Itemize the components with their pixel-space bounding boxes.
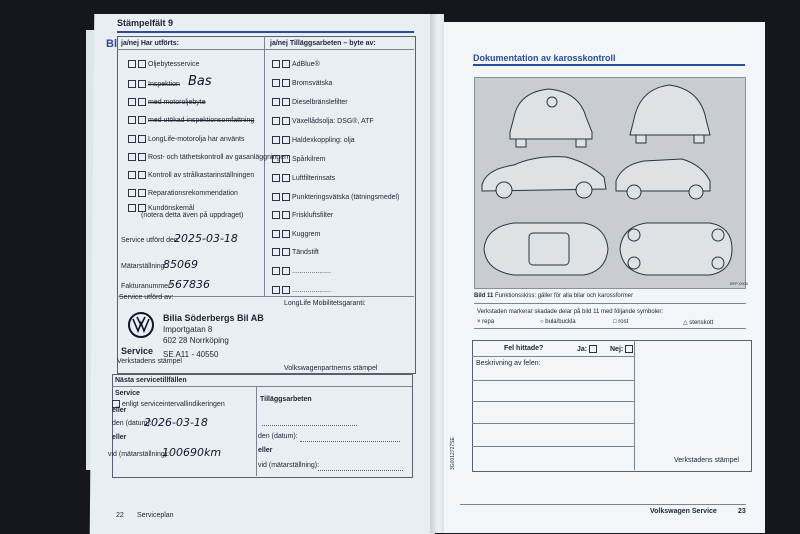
item-rust-check: Rost- och täthetskontroll av gasanläggningen [128, 153, 288, 161]
right-stamp-label: Verkstadens stämpel [674, 457, 739, 464]
left-page-number: 22 [116, 512, 124, 519]
symbol-scratch: × repa [477, 319, 495, 325]
next-service-header-rule [112, 386, 412, 387]
fault-row-3 [472, 401, 635, 402]
figure-code: BFP-0000 [730, 281, 749, 286]
fault-found-label: Fel hittade? [504, 345, 544, 352]
col-header-done: ja/nej Har utförts: [121, 40, 179, 47]
longlife-label: LongLife Mobilitetsgaranti: [284, 300, 366, 307]
item-belt: Spårkilrem [272, 155, 325, 163]
book-gutter [430, 14, 444, 533]
item-haldex: Haldexkoppling: olja [272, 136, 355, 144]
ns-extra-label: Tilläggsarbeten [260, 396, 312, 403]
symbols-rule [474, 328, 746, 329]
odometer-value: 85069 [163, 258, 198, 271]
page-title: Stämpelfält 9 [117, 18, 174, 28]
item-customer-request: Kundönskemål [128, 204, 194, 212]
item-oil-service: Oljebytesservice [128, 60, 199, 68]
dealer-street: Importgatan 8 [163, 325, 213, 334]
ns-extra-date-line [300, 441, 400, 442]
vw-logo-icon [128, 312, 154, 338]
item-longlife: LongLife-motorolja har använts [128, 135, 245, 143]
fault-row-1 [472, 356, 635, 357]
ns-date-value: 2026-03-18 [144, 416, 208, 429]
dealer-city: 602 28 Norrköping [163, 336, 229, 345]
ns-date-label: den (datum): [112, 420, 152, 427]
ns-service-label: Service [115, 390, 140, 397]
stamp-service-text: Service [121, 346, 154, 356]
underlying-page-fragment: Bl [106, 38, 117, 50]
right-page-number: 23 [738, 508, 746, 515]
mark-instruction: Verkstaden markerar skadade delar på bild 11 med följande symboler: [477, 309, 663, 315]
service-by-label: Service utförd av: [119, 294, 174, 301]
dealer-org: SE A11 - 40550 [163, 350, 219, 359]
item-extended-inspection: med utökad inspektionsomfattning [128, 116, 254, 124]
item-brake-fluid: Bromsvätska [272, 79, 332, 87]
next-service-divider [256, 387, 257, 476]
workshop-stamp-label: Verkstadens stämpel [117, 358, 182, 365]
item-repair-recommendation: Reparationsrekommendation [128, 189, 238, 197]
service-date-value: 2025-03-18 [174, 232, 238, 245]
ns-extra-odo-line [318, 470, 403, 471]
partner-stamp-label: Volkswagenpartnerns stämpel [284, 365, 378, 372]
ns-or-1: eller [112, 407, 127, 414]
item-diesel-filter: Dieselbränslefilter [272, 98, 348, 106]
ns-extra-odo: vid (mätarställning): [258, 462, 320, 469]
ns-or-2: eller [112, 434, 127, 441]
handwritten-inspection: Bas [188, 74, 212, 89]
caption-rule [474, 303, 746, 304]
item-customer-request-note: (notera detta även på uppdraget) [141, 212, 244, 219]
figure-caption: Bild 11 Funktionsskiss: gäller för alla bilar och karossformer [474, 293, 634, 299]
odometer-label: Mätarställning: [121, 263, 167, 270]
symbol-rust: □ rost [613, 319, 629, 325]
col-header-extra: ja/nej Tilläggsarbeten – byte av: [270, 40, 376, 47]
fault-no: Nej: [610, 345, 635, 353]
ns-extra-or: eller [258, 447, 273, 454]
fault-description-label: Beskrivning av felen: [476, 360, 541, 367]
ns-odo-value: 100690km [162, 446, 222, 459]
right-page-title: Dokumentation av karosskontroll [473, 53, 616, 63]
table-divider [264, 36, 265, 296]
fault-row-2 [472, 380, 635, 381]
item-adblue: AdBlue® [272, 60, 320, 68]
dealer-name: Bilia Söderbergs Bil AB [163, 313, 264, 323]
item-inspection: Inspektion [128, 80, 180, 88]
item-headlight-check: Kontroll av strålkastarinställningen [128, 171, 254, 179]
fault-yes: Ja: [577, 345, 599, 353]
right-title-rule [473, 64, 745, 66]
item-gearbox-oil: Växellådsolja: DSG®, ATF [272, 117, 374, 125]
item-air-filter: Luftfilterinsats [272, 174, 335, 182]
fault-divider [634, 340, 635, 470]
symbol-dent: ○ bula/buckla [540, 319, 576, 325]
item-oil-change: med motoroljebyte [128, 98, 206, 106]
right-footer: Volkswagen Service [650, 508, 717, 515]
side-code: 3G0012727SE [450, 437, 456, 470]
item-blank-2: .................... [272, 286, 331, 294]
ns-odo-label: vid (mätarställning): [108, 451, 170, 458]
ns-extra-date: den (datum): [258, 433, 298, 440]
item-timing-belt: Kuggrem [272, 230, 320, 238]
fault-row-5 [472, 446, 635, 447]
ns-extra-line-1 [262, 425, 357, 426]
item-puncture-fluid: Punkteringsvätska (tätningsmedel) [272, 193, 399, 201]
fault-row-4 [472, 423, 635, 424]
ns-interval: enligt serviceintervallindikeringen [112, 400, 225, 408]
next-service-title: Nästa servicetillfällen [115, 377, 187, 384]
service-date-label: Service utförd den: [121, 237, 180, 244]
invoice-value: 567836 [168, 278, 210, 291]
item-blank-1: .................... [272, 267, 331, 275]
car-outline-icon [474, 77, 744, 287]
right-footer-rule [460, 504, 746, 505]
left-footer: Serviceplan [137, 512, 174, 519]
header-rule [117, 49, 414, 50]
symbol-stone-chip: △ stenskott [683, 320, 714, 326]
invoice-label: Fakturanummer: [121, 283, 173, 290]
item-cabin-filter: Friskluftsfilter [272, 211, 333, 219]
title-rule [117, 31, 414, 33]
item-spark-plugs: Tändstift [272, 248, 319, 256]
